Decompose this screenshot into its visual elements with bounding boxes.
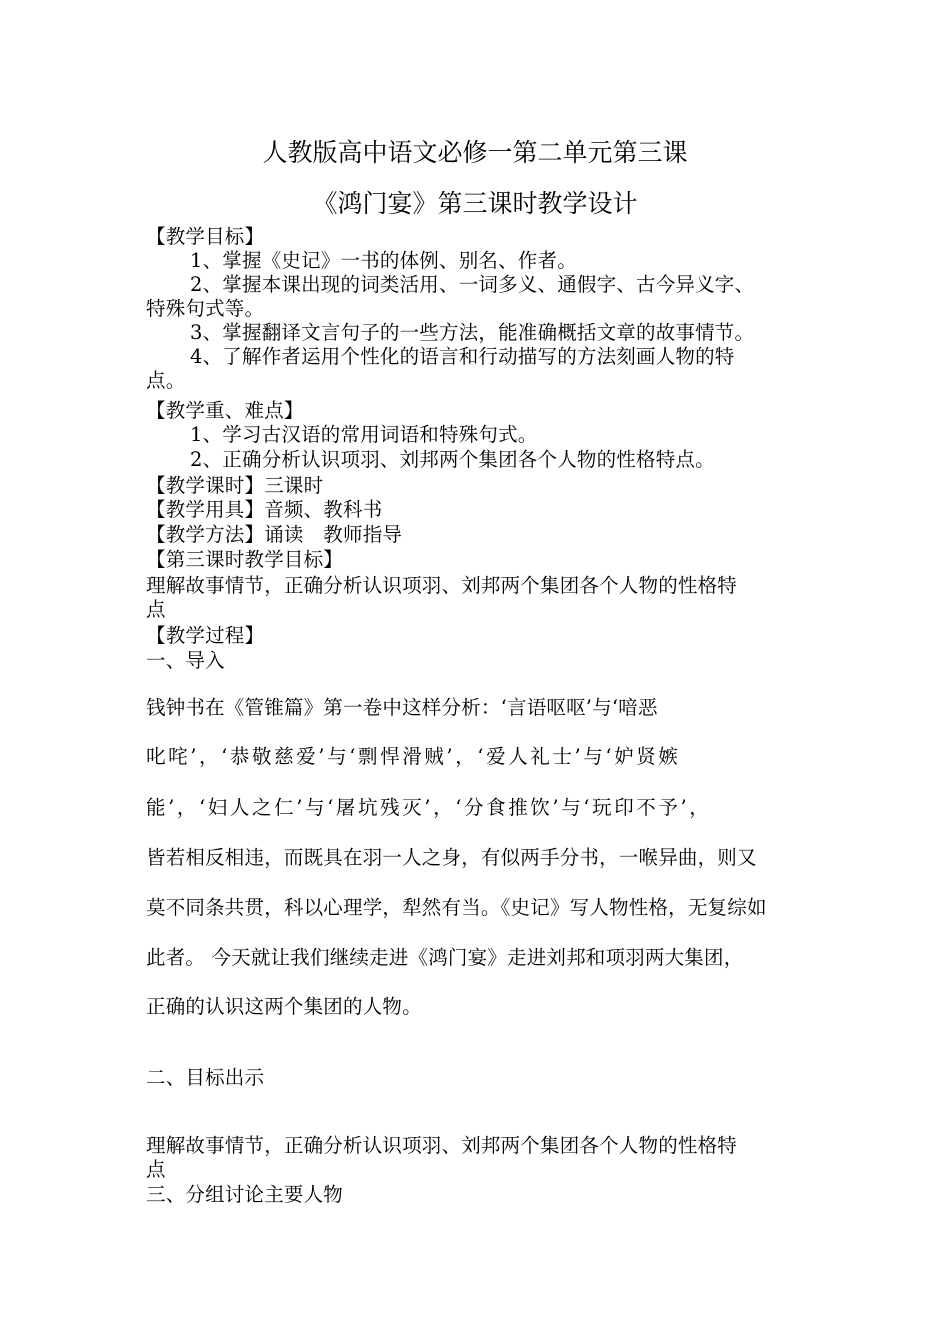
intro-paragraph-line-5: 莫不同条共贯，科以心理学，犁然有当。《史记》写人物性格，无复综如 (146, 896, 767, 919)
heading-third-lesson-goal: 【第三课时教学目标】 (146, 548, 344, 571)
intro-paragraph-line-3: 能’，‘妇人之仁’与‘屠坑残灭’，‘分食推饮’与‘玩印不予’， (146, 796, 712, 819)
goal-item-3: 3、掌握翻译文言句子的一些方法，能准确概括文章的故事情节。 (190, 321, 755, 344)
teaching-hours: 【教学课时】三课时 (146, 474, 324, 497)
goal-display-text: 理解故事情节，正确分析认识项羽、刘邦两个集团各个人物的性格特 (146, 1134, 738, 1157)
teaching-method: 【教学方法】诵读 教师指导 (146, 523, 403, 546)
goal-item-4-cont: 点。 (146, 369, 186, 392)
goal-display-text-cont: 点 (146, 1158, 166, 1181)
intro-paragraph-line-1: 钱钟书在《管锥篇》第一卷中这样分析：‘言语呕呕’与‘喑恶 (146, 696, 658, 719)
section-heading-group-discussion: 三、分组讨论主要人物 (146, 1183, 344, 1206)
third-lesson-goal-text: 理解故事情节，正确分析认识项羽、刘邦两个集团各个人物的性格特 (146, 574, 738, 597)
document-title-course: 人教版高中语文必修一第二单元第三课 (262, 138, 688, 167)
document-title-lesson: 《鸿门宴》第三课时教学设计 (312, 189, 638, 218)
third-lesson-goal-text-cont: 点 (146, 598, 166, 621)
key-point-2: 2、正确分析认识项羽、刘邦两个集团各个人物的性格特点。 (190, 448, 715, 471)
section-heading-intro: 一、导入 (146, 649, 225, 672)
key-point-1: 1、学习古汉语的常用词语和特殊句式。 (190, 423, 538, 446)
heading-key-points: 【教学重、难点】 (146, 399, 304, 422)
heading-teaching-goals: 【教学目标】 (146, 225, 265, 248)
teaching-tools: 【教学用具】音频、教科书 (146, 498, 383, 521)
intro-paragraph-line-2: 叱咤’，‘恭敬慈爱’与‘剽悍滑贼’，‘爱人礼士’与‘妒贤嫉 (146, 745, 681, 768)
section-heading-goal-display: 二、目标出示 (146, 1066, 265, 1089)
intro-paragraph-line-7: 正确的认识这两个集团的人物。 (146, 995, 422, 1018)
goal-item-2-cont: 特殊句式等。 (146, 297, 265, 320)
heading-teaching-process: 【教学过程】 (146, 624, 265, 647)
goal-item-1: 1、掌握《史记》一书的体例、别名、作者。 (190, 249, 577, 272)
intro-paragraph-line-4: 皆若相反相违，而既具在羽一人之身，有似两手分书，一喉异曲，则又 (146, 846, 757, 869)
intro-paragraph-line-6: 此者。 今天就让我们继续走进《鸿门宴》走进刘邦和项羽两大集团， (146, 946, 744, 969)
goal-item-4: 4、了解作者运用个性化的语言和行动描写的方法刻画人物的特 (190, 345, 735, 368)
goal-item-2: 2、掌握本课出现的词类活用、一词多义、通假字、古今异义字、 (190, 273, 755, 296)
